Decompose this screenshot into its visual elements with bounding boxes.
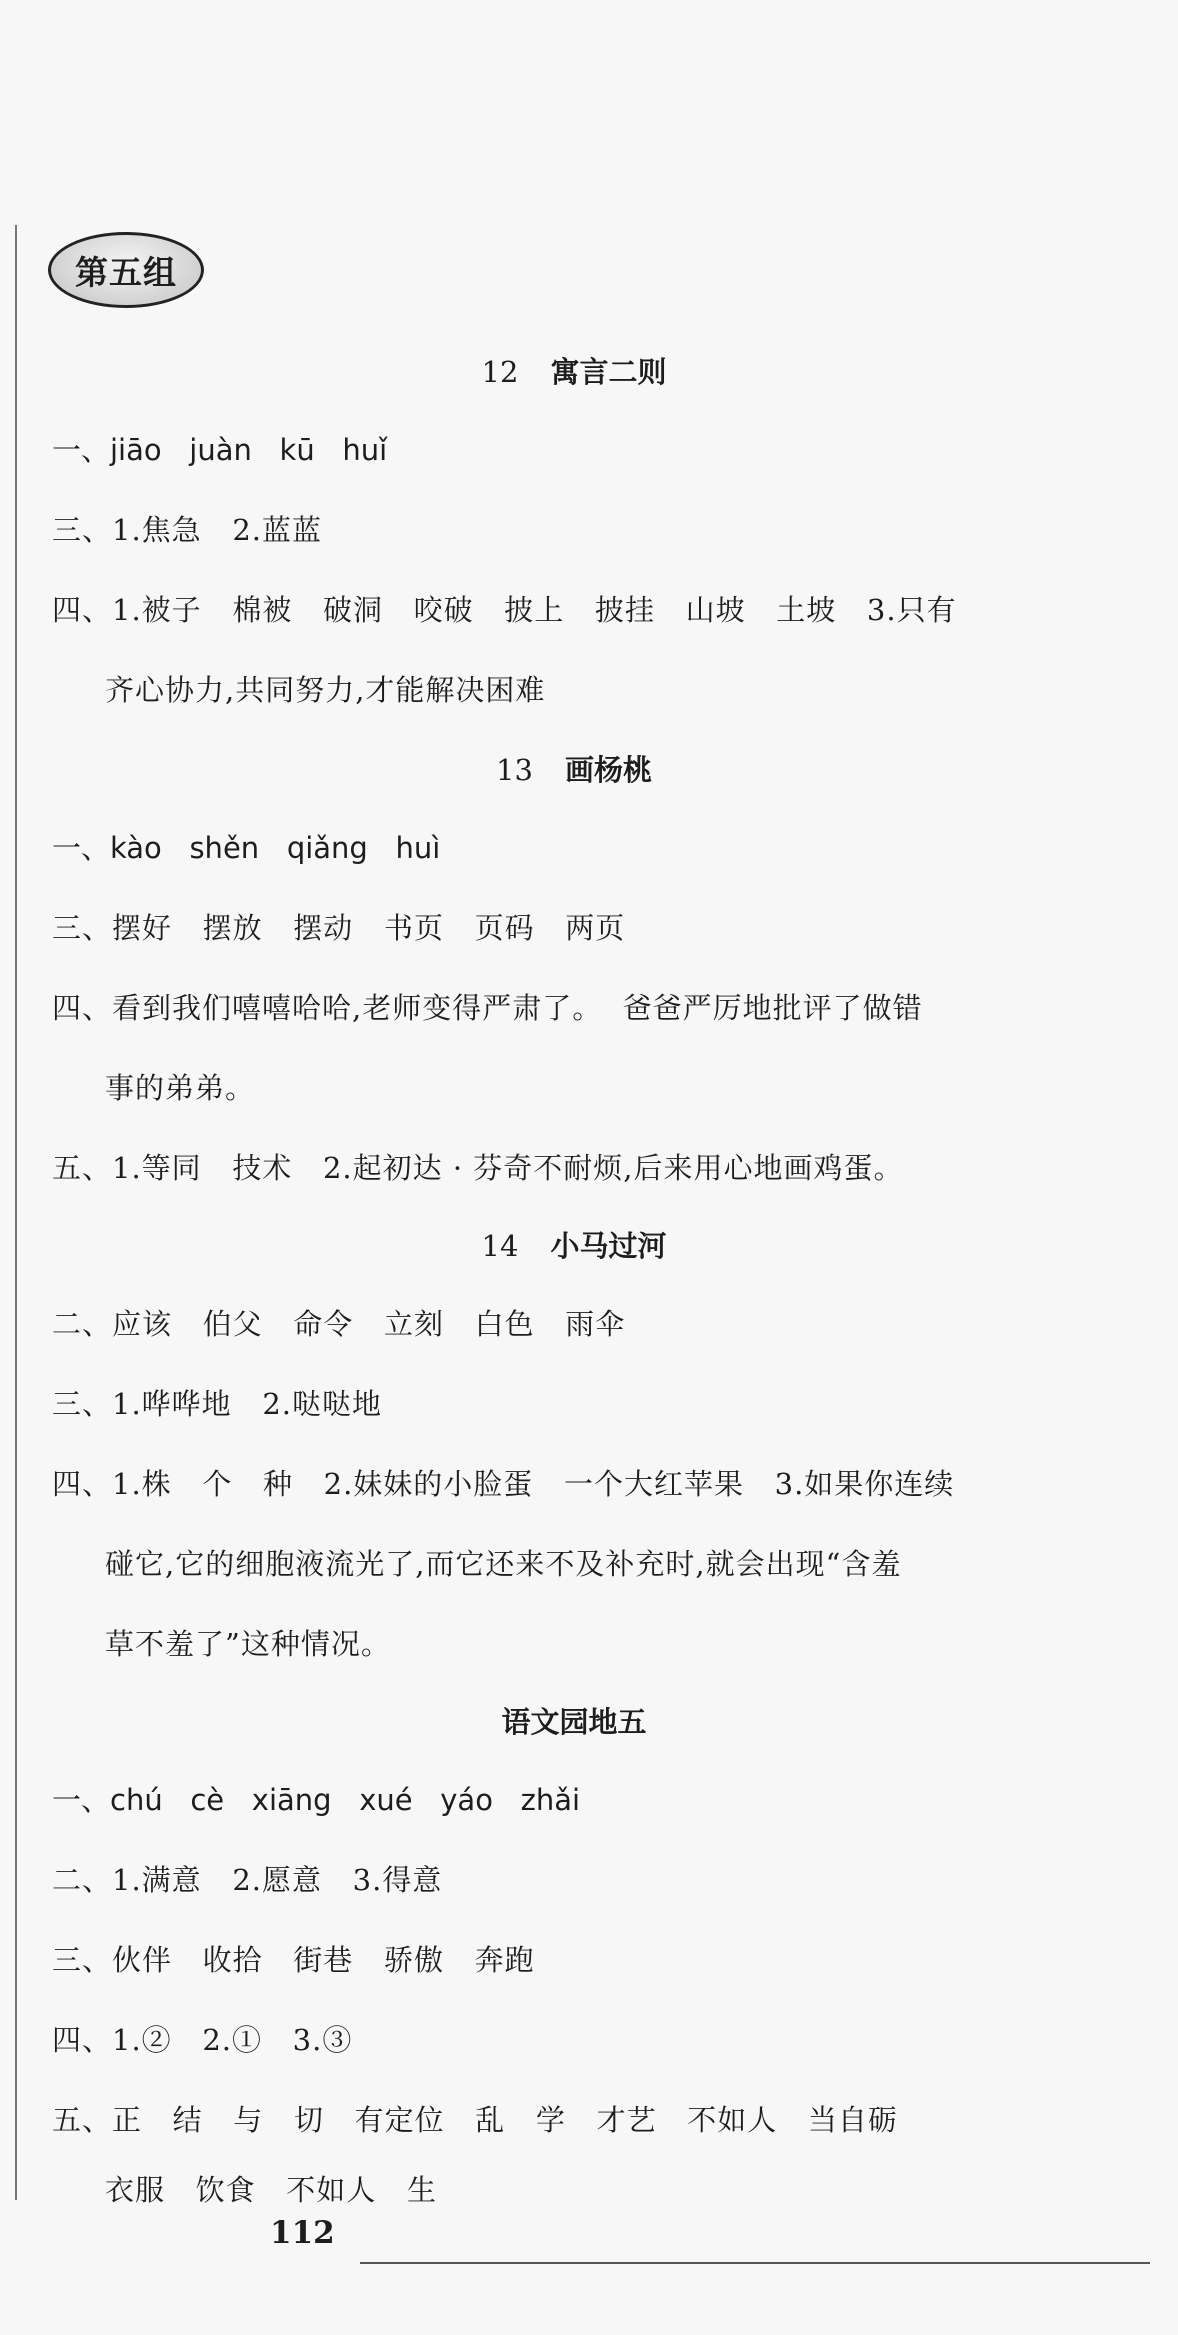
lesson-14-heading xyxy=(0,1224,1148,1265)
lesson-number: 13 xyxy=(496,753,533,787)
left-margin-rule xyxy=(15,225,17,2200)
unit-review-heading xyxy=(0,1700,1148,1741)
section-badge: 第五组 xyxy=(48,232,204,308)
answer-line: 二、应该 伯父 命令 立刻 白色 雨伞 xyxy=(52,1307,626,1341)
unit-review-title: 语文园地五 xyxy=(501,1705,647,1739)
lesson-title: 小马过河 xyxy=(550,1229,667,1263)
answer-line: 四、1.株 个 种 2.妹妹的小脸蛋 一个大红苹果 3.如果你连续 xyxy=(52,1467,955,1501)
answer-line: 四、1.② 2.① 3.③ xyxy=(52,2023,353,2057)
page-number: 112 xyxy=(270,2215,335,2251)
lesson-13-heading xyxy=(0,748,1148,789)
answer-line: 四、1.被子 棉被 破洞 咬破 披上 披挂 山坡 土坡 3.只有 xyxy=(52,593,957,627)
answer-line: 一、jiāo juàn kū huǐ xyxy=(52,433,388,467)
lesson-12-heading xyxy=(0,350,1148,391)
lesson-number: 14 xyxy=(481,1229,519,1263)
answer-line: 碰它,它的细胞液流光了,而它还来不及补充时,就会出现“含羞 xyxy=(105,1547,902,1581)
answer-line: 五、1.等同 技术 2.起初达 · 芬奇不耐烦,后来用心地画鸡蛋。 xyxy=(52,1151,904,1185)
lesson-title: 寓言二则 xyxy=(550,355,667,389)
answer-line: 事的弟弟。 xyxy=(105,1071,256,1105)
lesson-title: 画杨桃 xyxy=(564,753,652,787)
answer-line: 齐心协力,共同努力,才能解决困难 xyxy=(105,673,546,707)
answer-line: 衣服 饮食 不如人 生 xyxy=(105,2173,437,2207)
answer-line: 四、看到我们嘻嘻哈哈,老师变得严肃了。 爸爸严厉地批评了做错 xyxy=(52,991,923,1025)
bottom-rule xyxy=(360,2262,1150,2264)
answer-line: 三、伙伴 收拾 街巷 骄傲 奔跑 xyxy=(52,1943,535,1977)
answer-line: 草不羞了”这种情况。 xyxy=(105,1627,391,1661)
answer-line: 二、1.满意 2.愿意 3.得意 xyxy=(52,1863,443,1897)
answer-line: 五、正 结 与 切 有定位 乱 学 才艺 不如人 当自砺 xyxy=(52,2103,898,2137)
answer-line: 三、1.焦急 2.蓝蓝 xyxy=(52,513,322,547)
answer-line: 三、摆好 摆放 摆动 书页 页码 两页 xyxy=(52,911,626,945)
answer-line: 一、kào shěn qiǎng huì xyxy=(52,831,441,865)
answer-line: 三、1.哗哗地 2.哒哒地 xyxy=(52,1387,382,1421)
answer-line: 一、chú cè xiāng xué yáo zhǎi xyxy=(52,1783,581,1817)
lesson-number: 12 xyxy=(481,355,519,389)
